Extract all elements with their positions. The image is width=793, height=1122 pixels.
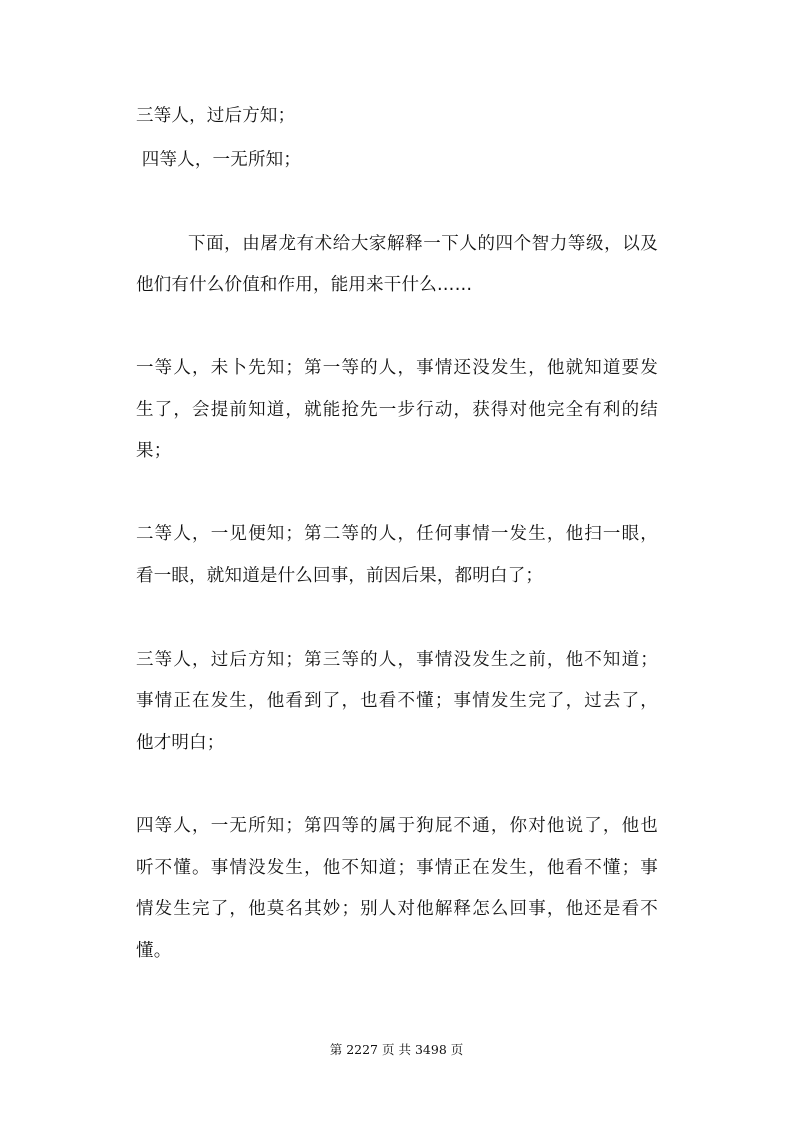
text-line: 四等人，一无所知；第四等的属于狗屁不通，你对他说了，他也 [136, 816, 658, 836]
text-line: 下面，由屠龙有术给大家解释一下人的四个智力等级，以及 [188, 234, 658, 254]
text-line: 听不懂。事情没发生，他不知道；事情正在发生，他看不懂；事 [136, 858, 658, 878]
text-line: 情发生完了，他莫名其妙；别人对他解释怎么回事，他还是看不 [136, 899, 658, 919]
page-label-suffix: 页 [450, 1042, 464, 1057]
total-page-count: 3498 [414, 1042, 447, 1057]
text-line: 一等人，未卜先知；第一等的人，事情还没发生，他就知道要发 [136, 358, 658, 378]
text-line: 三等人，过后方知； [136, 106, 296, 126]
text-line: 他才明白； [136, 733, 225, 753]
text-line: 懂。 [136, 941, 172, 961]
text-line: 果； [136, 441, 172, 461]
page-label-mid: 页 共 [382, 1042, 411, 1057]
page-label-prefix: 第 [329, 1042, 343, 1057]
text-line: 看一眼，就知道是什么回事，前因后果，都明白了； [136, 566, 544, 586]
text-line: 他们有什么价值和作用，能用来干什么…… [136, 275, 473, 295]
text-line: 二等人，一见便知；第二等的人，任何事情一发生，他扫一眼， [136, 524, 658, 544]
page-footer [0, 1040, 793, 1060]
text-line: 四等人，一无所知； [136, 150, 302, 170]
text-line: 事情正在发生，他看到了，也看不懂；事情发生完了，过去了， [136, 691, 658, 711]
text-line: 生了，会提前知道，就能抢先一步行动，获得对他完全有利的结 [136, 400, 658, 420]
text-line: 三等人，过后方知；第三等的人，事情没发生之前，他不知道； [136, 650, 658, 670]
current-page-number: 2227 [346, 1042, 379, 1057]
